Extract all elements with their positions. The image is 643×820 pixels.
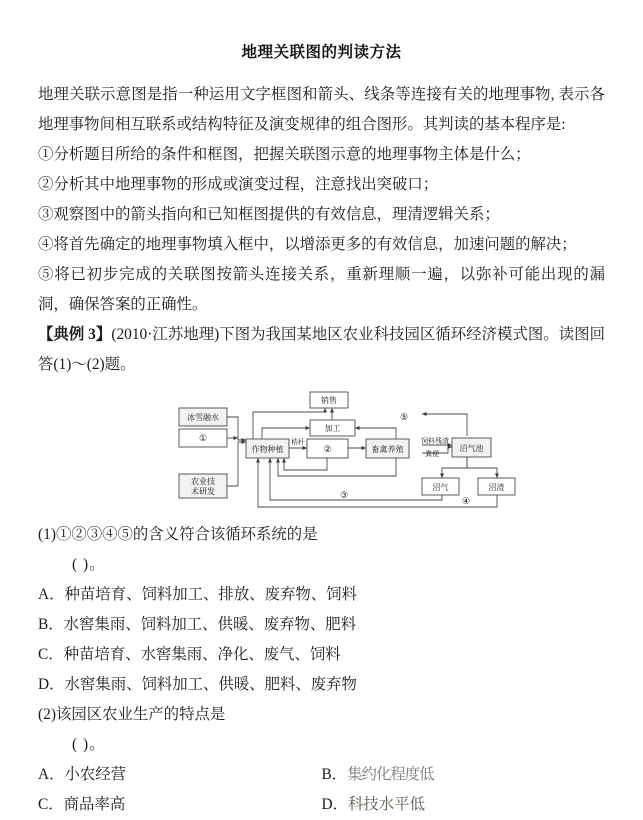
option-a-label: A． <box>38 586 65 603</box>
edge-label-blank4: ④ <box>461 496 470 506</box>
question-1-option-a[interactable] <box>38 580 605 610</box>
question-2-stem: (2)该园区农业生产的特点是 <box>38 706 226 723</box>
option-d-text: 水窖集雨、饲料加工、供暖、肥料、废弃物 <box>64 676 357 693</box>
edge-label-manure: 粪便 <box>424 450 439 458</box>
node-biogas-residue-label: 沼渣 <box>488 483 504 492</box>
example-text: 下图为我国某地区农业科技园区循环经济模式图。读图回答(1)～(2)题。 <box>38 326 605 373</box>
node-blank1-label: ① <box>198 433 207 443</box>
diagram-nodes <box>179 392 515 498</box>
node-ice-melt-label: 冰雪融水 <box>186 413 219 422</box>
option-c-label: C． <box>38 646 64 663</box>
node-livestock-label: 畜禽养殖 <box>371 445 403 454</box>
circular-economy-diagram <box>38 390 605 514</box>
question-1-answer-blank[interactable]: ( )。 <box>72 556 106 573</box>
step-2: ②分析其中地理事物的形成或演变过程，注意找出突破口； <box>38 176 439 193</box>
node-processing-label: 加工 <box>324 424 340 433</box>
intro-paragraph: 地理关联示意图是指一种运用文字框图和箭头、线条等连接有关的地理事物, 表示各地理事物间相互联系或结构特征及演变规律的组合图形。其判读的基本程序是: <box>38 86 605 133</box>
node-sales-label: 销售 <box>320 396 337 405</box>
option-a-text: 小农经营 <box>64 766 127 783</box>
step-5: ⑤将已初步完成的关联图按箭头连接关系，重新理顺一遍，以弥补可能出现的漏洞，确保答案的正确性。 <box>38 266 605 313</box>
node-agri-tech-label-line2: 术研发 <box>190 487 215 496</box>
step-4: ④将首先确定的地理事物填入框中，以增添更多的有效信息，加速问题的解决； <box>38 236 577 253</box>
question-2-option-b[interactable] <box>322 760 606 790</box>
example-paragraph <box>38 320 605 380</box>
node-biogas-label: 沼气 <box>432 483 448 492</box>
option-c-label: C． <box>38 796 64 813</box>
node-biogas-pit-label: 沼气池 <box>459 444 483 453</box>
option-b-label: B． <box>321 766 348 783</box>
option-b-text: 水窖集雨、饲料加工、供暖、废弃物、肥料 <box>63 616 357 633</box>
edge-label-blank3: ③ <box>339 490 348 500</box>
question-2-answer-blank[interactable]: ( )。 <box>72 736 106 753</box>
option-a-label: A． <box>38 766 65 783</box>
step-1: ①分析题目所给的条件和框图，把握关联图示意的地理事物主体是什么； <box>38 146 531 163</box>
step-3: ③观察图中的箭头指向和已知框图提供的有效信息，理清逻辑关系； <box>38 206 500 223</box>
document-body <box>0 80 643 820</box>
question-2-option-a[interactable] <box>38 760 322 790</box>
edge-label-feed-residue: 饲料残渣 <box>420 437 449 445</box>
node-blank2-label: ② <box>322 444 332 454</box>
option-d-label: D． <box>38 676 65 693</box>
option-b-text-smudged <box>347 760 433 790</box>
option-c-text: 商品率高 <box>63 796 126 813</box>
option-b-text: 集约化程度低 <box>347 766 434 783</box>
option-c-text: 种苗培育、水窖集雨、净化、废气、饲料 <box>63 646 341 663</box>
edge-label-blank5: ⑤ <box>399 412 408 422</box>
question-1-option-d[interactable] <box>38 670 605 700</box>
question-2-options-row-1 <box>38 760 605 790</box>
page-title: 地理关联图的判读方法 <box>241 44 402 61</box>
question-1-stem: (1)①②③④⑤的含义符合该循环系统的是 <box>38 526 318 543</box>
node-agri-tech-label-line1: 农业技 <box>190 477 215 486</box>
edge-label-straw: 秸秆 <box>290 438 305 446</box>
question-1-option-b[interactable] <box>38 610 605 640</box>
option-a-text: 种苗培育、饲料加工、排放、废弃物、饲料 <box>64 586 357 603</box>
example-tag: 【典例 3】 <box>38 326 112 343</box>
option-d-label: D． <box>321 796 349 813</box>
option-d-text: 科技水平低 <box>348 796 425 813</box>
node-crop-label: 作物种植 <box>251 445 283 454</box>
option-b-label: B． <box>38 616 64 633</box>
example-source: (2010·江苏地理) <box>111 326 220 343</box>
diagram-svg <box>122 390 522 514</box>
question-1-option-c[interactable] <box>38 640 605 670</box>
